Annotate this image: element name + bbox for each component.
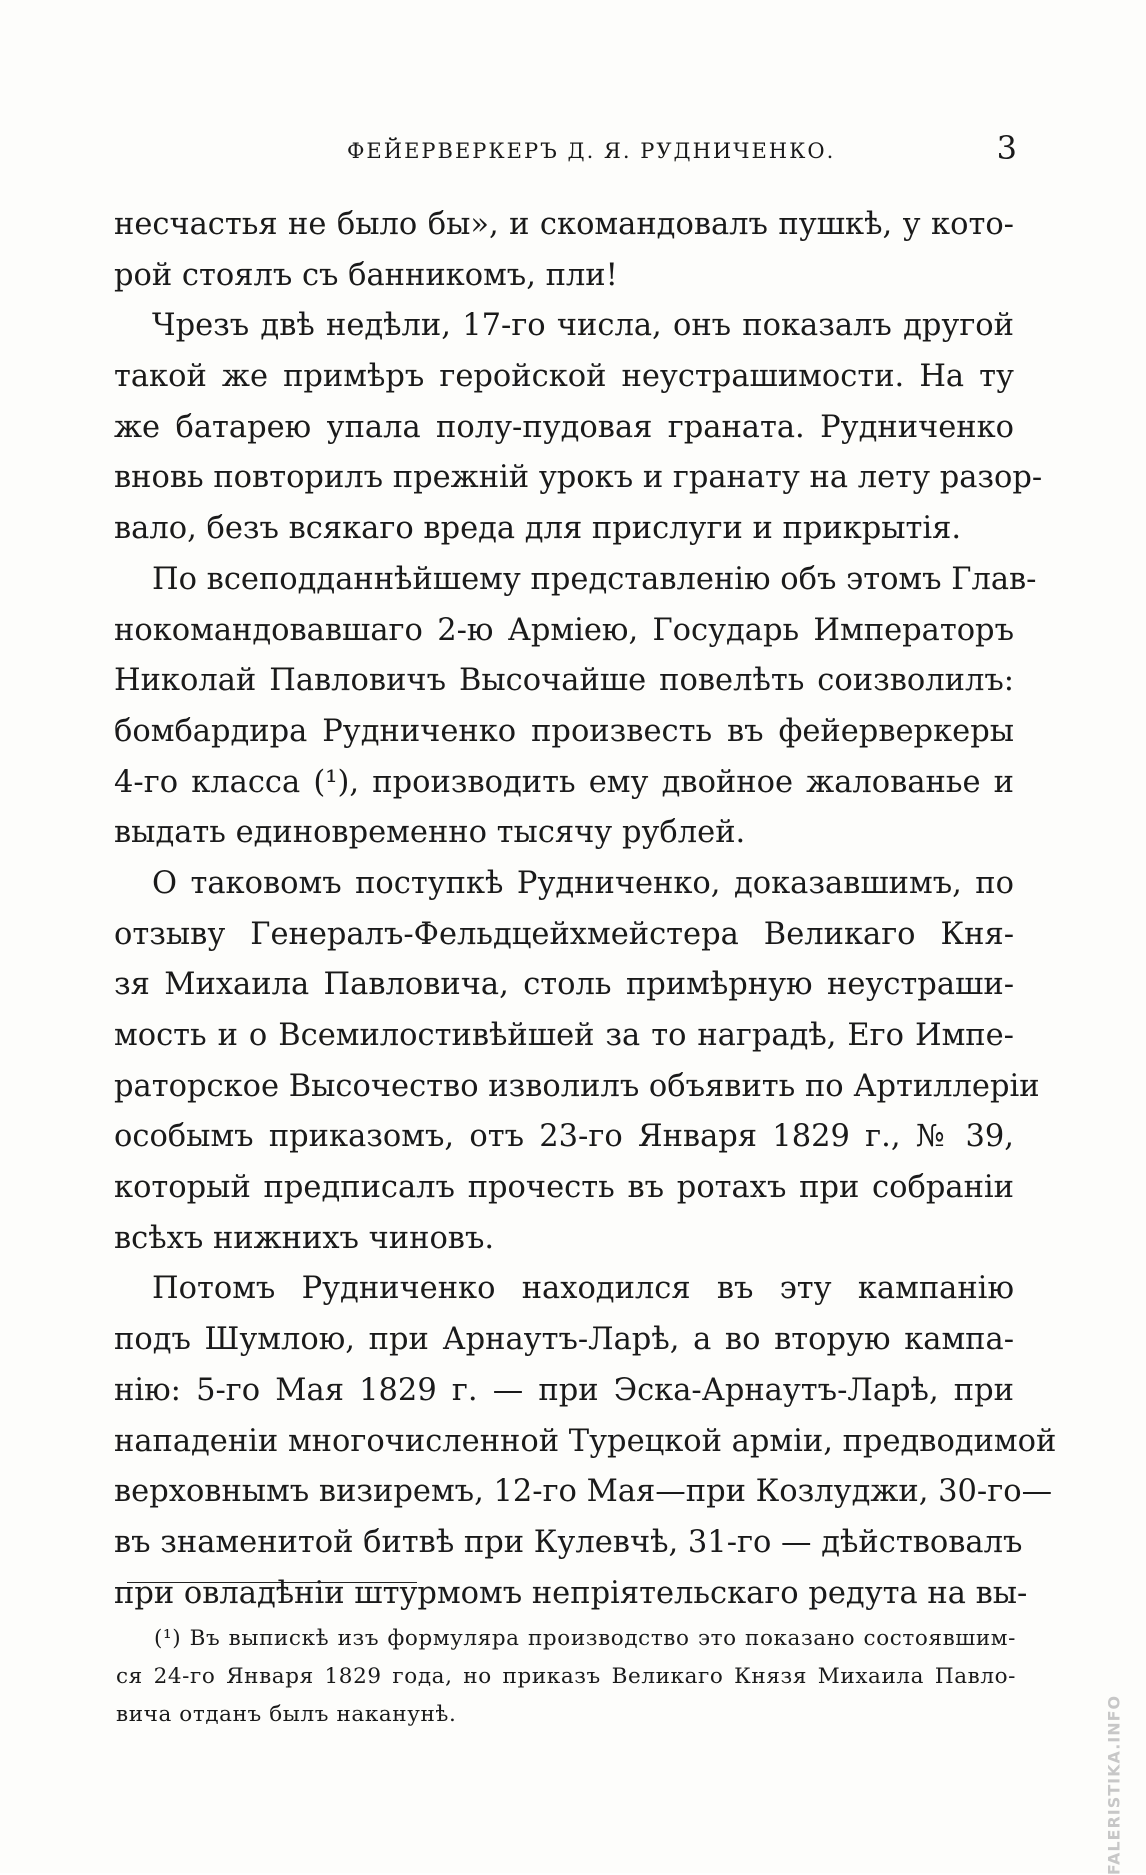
- text-line: нападеніи многочисленной Турецкой арміи, предводимой: [114, 1423, 1057, 1459]
- page-number: 3: [996, 129, 1017, 167]
- footnotes: [116, 1620, 1016, 1734]
- text-line: подъ Шумлою, при Арнаутъ-Ларѣ, а во вторую кампа-: [114, 1322, 1014, 1358]
- text-line: раторское Высочество изволилъ объявить по Артиллеріи: [114, 1068, 1040, 1104]
- text-line: Потомъ Рудниченко находился въ эту кампанію: [152, 1271, 1014, 1307]
- footnote-line: вича отданъ былъ наканунѣ.: [116, 1702, 457, 1727]
- text-line: рой стоялъ съ банникомъ, пли!: [114, 257, 618, 293]
- footnote-line: ся 24-го Января 1829 года, но приказъ Великаго Князя Михаила Павло-: [116, 1664, 1016, 1689]
- text-line: вновь повторилъ прежній урокъ и гранату на лету разор-: [114, 460, 1043, 496]
- text-line: который предписалъ прочесть въ ротахъ при собраніи: [114, 1170, 1014, 1206]
- text-line: несчастья не было бы», и скомандовалъ пушкѣ, у кото-: [114, 207, 1014, 242]
- text-line: такой же примѣръ геройской неустрашимости. На ту: [114, 359, 1014, 395]
- text-line: при овладѣніи штурмомъ непріятельскаго редута на вы-: [114, 1575, 1028, 1611]
- text-line: О таковомъ поступкѣ Рудниченко, доказавшимъ, по: [152, 865, 1014, 901]
- text-line: Чрезъ двѣ недѣли, 17-го числа, онъ показалъ другой: [152, 308, 1014, 344]
- text-line: 4-го класса (¹), производить ему двойное жалованье и: [114, 764, 1014, 800]
- watermark-text: FALERISTIKA.INFO: [1104, 1694, 1124, 1875]
- text-line: вало, безъ всякаго вреда для прислуги и прикрытія.: [114, 511, 962, 547]
- text-line: нокомандовавшаго 2-ю Арміею, Государь Императоръ: [114, 612, 1014, 648]
- text-line: бомбардира Рудниченко произвесть въ фейерверкеры: [114, 713, 1014, 749]
- text-line: мость и о Всемилостивѣйшей за то наградѣ, Его Импе-: [114, 1018, 1014, 1053]
- footnote-divider: [127, 1582, 417, 1583]
- text-line: особымъ приказомъ, отъ 23-го Января 1829 г., № 39,: [114, 1119, 1014, 1155]
- text-line: отзыву Генералъ-Фельдцейхмейстера Великаго Кня-: [114, 916, 1014, 952]
- text-line: верховнымъ визиремъ, 12-го Мая—при Козлуджи, 30-го—: [114, 1474, 1053, 1510]
- text-line: Николай Павловичъ Высочайше повелѣть соизволилъ:: [114, 663, 1014, 699]
- body-text: [114, 200, 1057, 1619]
- footnote-line: (¹) Въ выпискѣ изъ формуляра производство это показано состоявшим-: [154, 1626, 1016, 1651]
- watermark: [1092, 1694, 1136, 1875]
- text-line: зя Михаила Павловича, столь примѣрную неустраши-: [114, 967, 1014, 1003]
- text-line: По всеподданнѣйшему представленію объ этомъ Глав-: [152, 561, 1037, 597]
- page-header: [112, 129, 1017, 175]
- text-line: въ знаменитой битвѣ при Кулевчѣ, 31-го — дѣйствовалъ: [114, 1524, 1023, 1560]
- text-line: же батарею упала полу-пудовая граната. Рудниченко: [114, 409, 1014, 445]
- text-line: выдать единовременно тысячу рублей.: [114, 815, 746, 851]
- text-line: нію: 5-го Мая 1829 г. — при Эска-Арнаутъ-Ларѣ, при: [114, 1372, 1014, 1408]
- running-head: ФЕЙЕРВЕРКЕРЪ Д. Я. РУДНИЧЕНКО.: [347, 139, 836, 163]
- text-line: всѣхъ нижнихъ чиновъ.: [114, 1220, 495, 1256]
